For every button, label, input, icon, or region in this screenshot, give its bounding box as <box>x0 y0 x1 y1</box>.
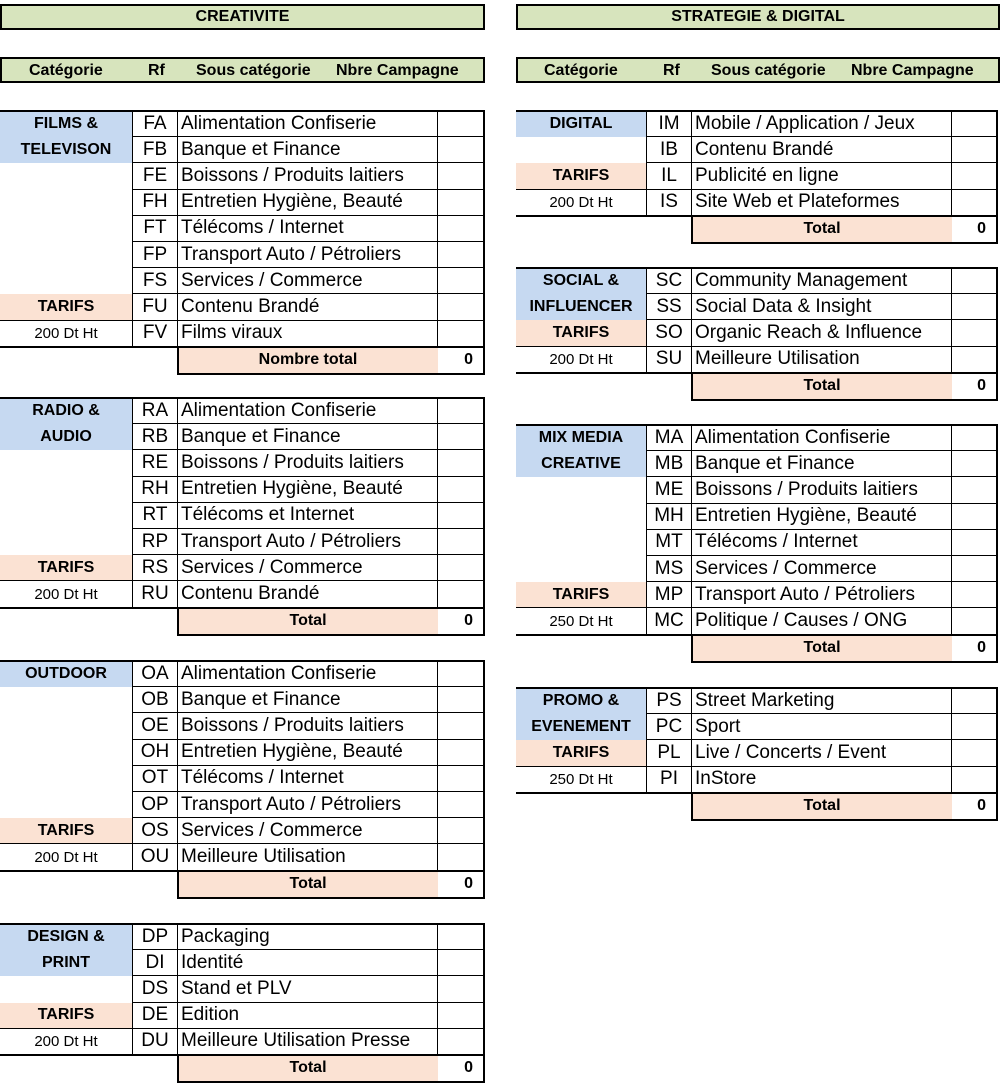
subcategory-label: Banque et Finance <box>178 424 438 450</box>
subcategory-label: Social Data & Insight <box>692 294 952 320</box>
rf-code: RP <box>132 529 178 555</box>
total-value: 0 <box>464 350 473 368</box>
subcategory-label: Meilleure Utilisation <box>178 844 438 870</box>
campaign-count-input[interactable] <box>952 582 998 608</box>
divider <box>516 372 692 374</box>
divider <box>0 923 485 925</box>
campaign-count-input[interactable] <box>438 268 485 294</box>
divider <box>0 870 178 872</box>
category-label-radio <box>0 398 132 450</box>
category-label-films <box>0 111 132 163</box>
rf-code: SU <box>646 347 692 373</box>
category-line: EVENEMENT <box>531 718 631 736</box>
rf-code: FV <box>132 321 178 347</box>
total-label: Nombre total <box>178 347 438 373</box>
rf-code: OT <box>132 766 178 792</box>
rf-code: SC <box>646 268 692 294</box>
subcategory-label: Banque et Finance <box>692 451 952 477</box>
campaign-count-input[interactable] <box>438 924 485 950</box>
campaign-count-input[interactable] <box>952 608 998 634</box>
subcategory-label: Boissons / Produits laitiers <box>692 477 952 503</box>
subcategory-label: Organic Reach & Influence <box>692 320 952 346</box>
subcategory-label: Entretien Hygiène, Beauté <box>692 504 952 530</box>
rf-code: RB <box>132 424 178 450</box>
rf-code: OS <box>132 818 178 844</box>
rf-code: ME <box>646 477 692 503</box>
total-value: 0 <box>464 1059 473 1077</box>
campaign-count-input[interactable] <box>438 792 485 818</box>
campaign-count-input[interactable] <box>438 950 485 976</box>
column-header-left <box>0 57 485 83</box>
campaign-count-input[interactable] <box>438 687 485 713</box>
rf-code: DU <box>132 1029 178 1055</box>
campaign-count-input[interactable] <box>438 294 485 320</box>
campaign-count-input[interactable] <box>952 320 998 346</box>
subcategory-label: Stand et PLV <box>178 976 438 1002</box>
subcategory-label: Alimentation Confiserie <box>178 111 438 137</box>
campaign-count-input[interactable] <box>952 190 998 216</box>
divider <box>516 792 692 794</box>
price-value: 200 Dt Ht <box>549 194 613 212</box>
campaign-count-input[interactable] <box>952 688 998 714</box>
total-label: Total <box>692 373 952 399</box>
subcategory-label: Télécoms et Internet <box>178 503 438 529</box>
campaign-count-input[interactable] <box>438 1029 485 1055</box>
category-line: AUDIO <box>40 428 92 446</box>
col-rf: Rf <box>148 62 165 79</box>
category-line: FILMS & <box>34 115 98 133</box>
total-value: 0 <box>464 611 473 629</box>
rf-code: IB <box>646 137 692 163</box>
subcategory-label: Transport Auto / Pétroliers <box>178 792 438 818</box>
campaign-count-input[interactable] <box>438 398 485 424</box>
total-label: Total <box>692 216 952 242</box>
category-line: INFLUENCER <box>529 298 633 316</box>
subcategory-label: InStore <box>692 767 952 793</box>
campaign-count-input[interactable] <box>438 450 485 476</box>
category-line: SOCIAL & <box>542 272 620 290</box>
tarifs-label: TARIFS <box>0 1003 132 1029</box>
subcategory-label: Services / Commerce <box>692 556 952 582</box>
campaign-count-input[interactable] <box>438 529 485 555</box>
divider <box>996 424 998 663</box>
category-line: MIX MEDIA <box>538 429 624 447</box>
col-count: Nbre Campagne <box>851 62 974 79</box>
category-line: DIGITAL <box>549 115 613 133</box>
campaign-count-input[interactable] <box>952 477 998 503</box>
campaign-count-input[interactable] <box>438 242 485 268</box>
category-line: DESIGN & <box>27 928 105 946</box>
category-line: CREATIVE <box>541 455 621 473</box>
subcategory-label: Banque et Finance <box>178 687 438 713</box>
tarifs-label: TARIFS <box>0 818 132 844</box>
rf-code: RA <box>132 398 178 424</box>
campaign-count-input[interactable] <box>438 844 485 870</box>
rf-code: SS <box>646 294 692 320</box>
subcategory-label: Contenu Brandé <box>178 294 438 320</box>
rf-code: RE <box>132 450 178 476</box>
divider <box>483 660 485 899</box>
rf-code: OB <box>132 687 178 713</box>
subcategory-label: Télécoms / Internet <box>178 766 438 792</box>
subcategory-label: Politique / Causes / ONG <box>692 608 952 634</box>
campaign-count-input[interactable] <box>438 818 485 844</box>
subcategory-label: Services / Commerce <box>178 268 438 294</box>
tarifs-label: TARIFS <box>516 740 646 766</box>
campaign-count-input[interactable] <box>952 451 998 477</box>
divider <box>0 660 485 662</box>
subcategory-label: Boissons / Produits laitiers <box>178 450 438 476</box>
rf-code: DE <box>132 1003 178 1029</box>
column-header-right <box>516 57 1000 83</box>
header-strategie-digital: STRATEGIE & DIGITAL <box>516 4 1000 30</box>
price-value: 200 Dt Ht <box>34 325 98 343</box>
subcategory-label: Alimentation Confiserie <box>692 425 952 451</box>
campaign-count-input[interactable] <box>952 425 998 451</box>
divider <box>516 215 692 217</box>
subcategory-label: Edition <box>178 1003 438 1029</box>
rf-code: PC <box>646 714 692 740</box>
total-label: Total <box>692 793 952 819</box>
rf-code: FS <box>132 268 178 294</box>
rf-code: DS <box>132 976 178 1002</box>
campaign-count-input[interactable] <box>952 556 998 582</box>
subcategory-label: Community Management <box>692 268 952 294</box>
total-label: Total <box>692 635 952 661</box>
subcategory-label: Télécoms / Internet <box>178 216 438 242</box>
divider <box>0 110 485 112</box>
rf-code: MP <box>646 582 692 608</box>
campaign-count-input[interactable] <box>438 766 485 792</box>
col-category: Catégorie <box>29 62 103 79</box>
total-value: 0 <box>977 638 986 656</box>
rf-code: FH <box>132 190 178 216</box>
rf-code: MA <box>646 425 692 451</box>
subcategory-label: Site Web et Plateformes <box>692 190 952 216</box>
subcategory-label: Transport Auto / Pétroliers <box>178 529 438 555</box>
rf-code: DP <box>132 924 178 950</box>
total-value: 0 <box>977 796 986 814</box>
subcategory-label: Live / Concerts / Event <box>692 740 952 766</box>
divider <box>516 267 998 269</box>
rf-code: OP <box>132 792 178 818</box>
subcategory-label: Entretien Hygiène, Beauté <box>178 190 438 216</box>
total-value: 0 <box>464 874 473 892</box>
price-value: 200 Dt Ht <box>34 1033 98 1051</box>
rf-code: FU <box>132 294 178 320</box>
price-value: 250 Dt Ht <box>549 771 613 789</box>
campaign-count-input[interactable] <box>952 714 998 740</box>
rf-code: FE <box>132 163 178 189</box>
category-line: RADIO & <box>32 402 100 420</box>
rf-code: PL <box>646 740 692 766</box>
divider <box>0 346 178 348</box>
subcategory-label: Mobile / Application / Jeux <box>692 111 952 137</box>
divider <box>516 634 692 636</box>
category-line: OUTDOOR <box>25 665 107 683</box>
total-label: Total <box>178 1055 438 1081</box>
campaign-count-input[interactable] <box>438 1003 485 1029</box>
campaign-count-input[interactable] <box>438 163 485 189</box>
divider <box>0 607 178 609</box>
rf-code: IS <box>646 190 692 216</box>
subcategory-label: Identité <box>178 950 438 976</box>
subcategory-label: Entretien Hygiène, Beauté <box>178 740 438 766</box>
campaign-count-input[interactable] <box>952 530 998 556</box>
tarifs-label: TARIFS <box>516 163 646 189</box>
subcategory-label: Transport Auto / Pétroliers <box>692 582 952 608</box>
divider <box>516 687 998 689</box>
campaign-count-input[interactable] <box>438 321 485 347</box>
rf-code: PS <box>646 688 692 714</box>
category-line: PRINT <box>42 954 90 972</box>
campaign-count-input[interactable] <box>952 137 998 163</box>
rf-code: MS <box>646 556 692 582</box>
campaign-count-input[interactable] <box>952 111 998 137</box>
campaign-count-input[interactable] <box>952 268 998 294</box>
rf-code: MC <box>646 608 692 634</box>
price-value: 200 Dt Ht <box>34 585 98 603</box>
subcategory-label: Films viraux <box>178 321 438 347</box>
tarifs-label: TARIFS <box>0 555 132 581</box>
price-value: 250 Dt Ht <box>549 612 613 630</box>
campaign-count-input[interactable] <box>952 163 998 189</box>
category-line: PROMO & <box>542 692 620 710</box>
category-label-promo <box>516 688 646 740</box>
category-line: TELEVISON <box>20 141 112 159</box>
campaign-count-input[interactable] <box>438 581 485 607</box>
col-subcategory: Sous catégorie <box>711 62 826 79</box>
col-count: Nbre Campagne <box>336 62 459 79</box>
col-category: Catégorie <box>544 62 618 79</box>
rf-code: MH <box>646 504 692 530</box>
subcategory-label: Boissons / Produits laitiers <box>178 713 438 739</box>
subcategory-label: Meilleure Utilisation Presse <box>178 1029 438 1055</box>
rf-code: DI <box>132 950 178 976</box>
rf-code: OH <box>132 740 178 766</box>
divider <box>483 397 485 636</box>
rf-code: RS <box>132 555 178 581</box>
subcategory-label: Street Marketing <box>692 688 952 714</box>
rf-code: OA <box>132 661 178 687</box>
divider <box>0 1054 178 1056</box>
rf-code: FP <box>132 242 178 268</box>
tarifs-label: TARIFS <box>516 320 646 346</box>
subcategory-label: Transport Auto / Pétroliers <box>178 242 438 268</box>
rf-code: PI <box>646 767 692 793</box>
category-label-outdoor <box>0 661 132 687</box>
rf-code: MT <box>646 530 692 556</box>
divider <box>516 110 998 112</box>
divider <box>483 110 485 375</box>
campaign-count-input[interactable] <box>438 137 485 163</box>
tarifs-label: TARIFS <box>0 294 132 320</box>
campaign-count-input[interactable] <box>438 424 485 450</box>
campaign-count-input[interactable] <box>438 976 485 1002</box>
subcategory-label: Packaging <box>178 924 438 950</box>
campaign-count-input[interactable] <box>952 504 998 530</box>
category-label-design <box>0 924 132 976</box>
total-label: Total <box>178 608 438 634</box>
subcategory-label: Services / Commerce <box>178 818 438 844</box>
subcategory-label: Alimentation Confiserie <box>178 398 438 424</box>
subcategory-label: Banque et Finance <box>178 137 438 163</box>
campaign-count-input[interactable] <box>438 190 485 216</box>
campaign-count-input[interactable] <box>438 503 485 529</box>
campaign-count-input[interactable] <box>438 477 485 503</box>
total-value: 0 <box>977 376 986 394</box>
subcategory-label: Télécoms / Internet <box>692 530 952 556</box>
subcategory-label: Contenu Brandé <box>692 137 952 163</box>
rf-code: FA <box>132 111 178 137</box>
rf-code: IM <box>646 111 692 137</box>
divider <box>0 397 485 399</box>
rf-code: MB <box>646 451 692 477</box>
subcategory-label: Contenu Brandé <box>178 581 438 607</box>
rf-code: SO <box>646 320 692 346</box>
campaign-count-input[interactable] <box>952 740 998 766</box>
campaign-count-input[interactable] <box>438 740 485 766</box>
total-label: Total <box>178 871 438 897</box>
tarifs-label: TARIFS <box>516 582 646 608</box>
category-label-digital <box>516 111 646 137</box>
price-value: 200 Dt Ht <box>549 351 613 369</box>
col-subcategory: Sous catégorie <box>196 62 311 79</box>
subcategory-label: Meilleure Utilisation <box>692 347 952 373</box>
price-value: 200 Dt Ht <box>34 848 98 866</box>
campaign-count-input[interactable] <box>438 111 485 137</box>
category-label-mixmedia <box>516 425 646 477</box>
rf-code: RU <box>132 581 178 607</box>
campaign-count-input[interactable] <box>952 347 998 373</box>
rf-code: IL <box>646 163 692 189</box>
subcategory-label: Services / Commerce <box>178 555 438 581</box>
campaign-count-input[interactable] <box>438 216 485 242</box>
rf-code: FT <box>132 216 178 242</box>
subcategory-label: Publicité en ligne <box>692 163 952 189</box>
rf-code: RT <box>132 503 178 529</box>
campaign-count-input[interactable] <box>438 661 485 687</box>
category-label-social <box>516 268 646 320</box>
campaign-count-input[interactable] <box>438 713 485 739</box>
rf-code: RH <box>132 477 178 503</box>
rf-code: OU <box>132 844 178 870</box>
divider <box>516 424 998 426</box>
subcategory-label: Sport <box>692 714 952 740</box>
rf-code: FB <box>132 137 178 163</box>
campaign-count-input[interactable] <box>952 767 998 793</box>
subcategory-label: Boissons / Produits laitiers <box>178 163 438 189</box>
subcategory-label: Alimentation Confiserie <box>178 661 438 687</box>
col-rf: Rf <box>663 62 680 79</box>
campaign-count-input[interactable] <box>438 555 485 581</box>
rf-code: OE <box>132 713 178 739</box>
total-value: 0 <box>977 219 986 237</box>
subcategory-label: Entretien Hygiène, Beauté <box>178 477 438 503</box>
campaign-count-input[interactable] <box>952 294 998 320</box>
header-creativite: CREATIVITE <box>0 4 485 30</box>
